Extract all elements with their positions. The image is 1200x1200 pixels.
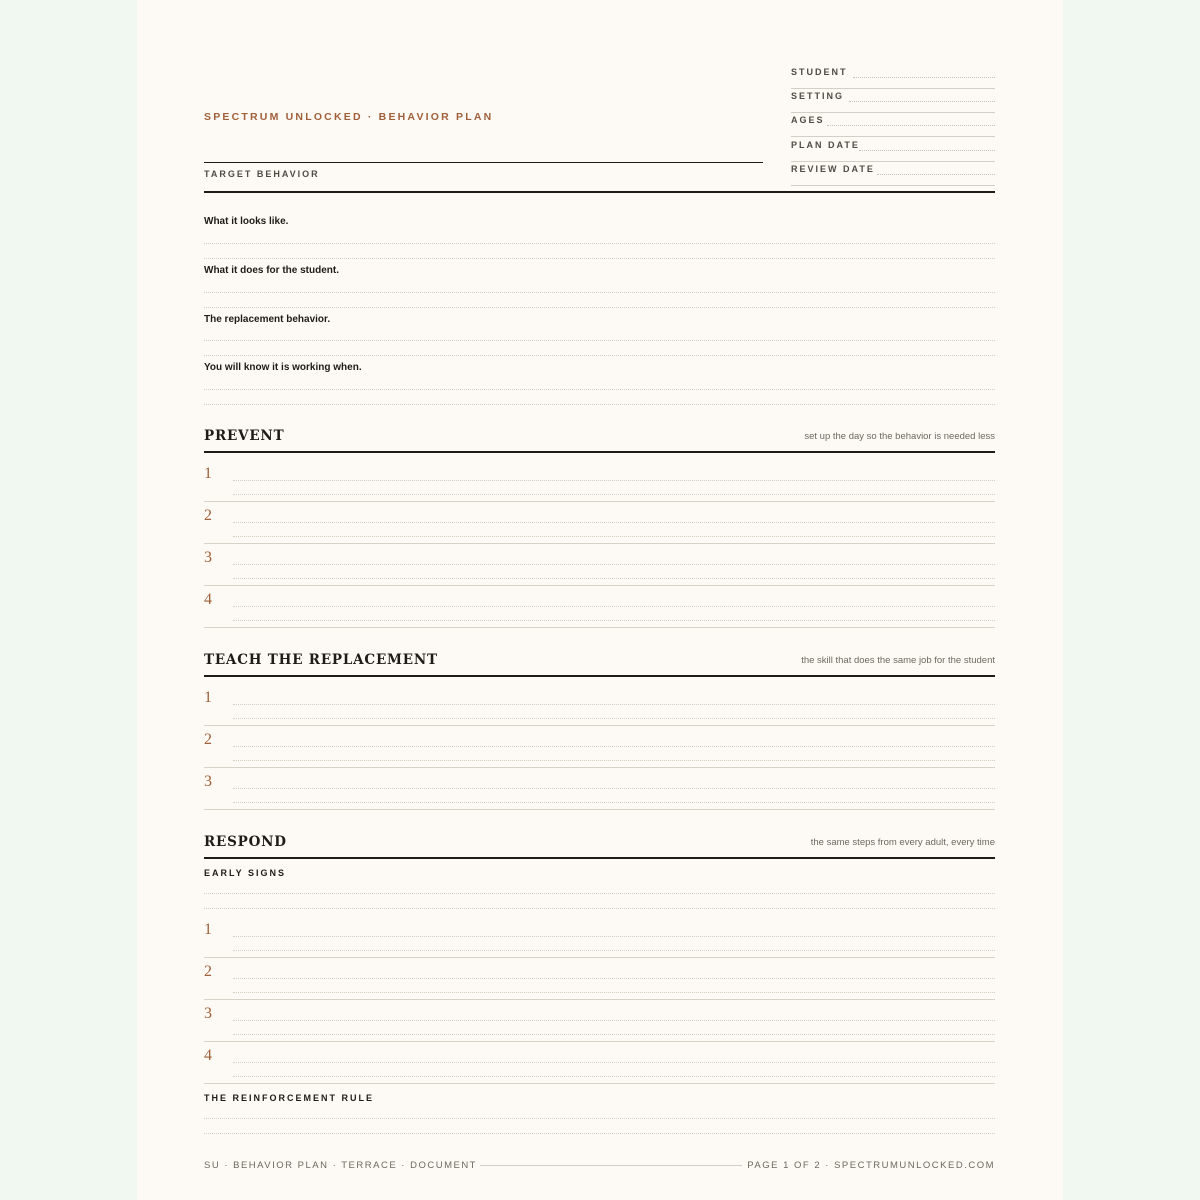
item-separator bbox=[204, 999, 995, 1000]
teach-item-line[interactable] bbox=[233, 760, 995, 761]
teach-item-number: 3 bbox=[204, 773, 212, 790]
answer-line[interactable] bbox=[204, 355, 995, 356]
respond-step-number: 4 bbox=[204, 1047, 212, 1064]
footer-right: PAGE 1 OF 2 · SPECTRUMUNLOCKED.COM bbox=[747, 1160, 995, 1171]
answer-line[interactable] bbox=[204, 340, 995, 341]
respond-step-line[interactable] bbox=[233, 1062, 995, 1063]
section-note-prevent: set up the day so the behavior is needed less bbox=[804, 431, 995, 442]
respond-step-line[interactable] bbox=[233, 978, 995, 979]
section-divider bbox=[204, 857, 995, 859]
document-page bbox=[137, 0, 1063, 1200]
prevent-item-line[interactable] bbox=[233, 494, 995, 495]
answer-line[interactable] bbox=[204, 893, 995, 894]
teach-item-line[interactable] bbox=[233, 802, 995, 803]
answer-line[interactable] bbox=[204, 908, 995, 909]
student-field[interactable] bbox=[791, 64, 995, 89]
answer-line[interactable] bbox=[204, 243, 995, 244]
answer-line[interactable] bbox=[204, 1133, 995, 1134]
item-separator bbox=[204, 543, 995, 544]
teach-item-number: 2 bbox=[204, 731, 212, 748]
prevent-item-line[interactable] bbox=[233, 480, 995, 481]
prompt-working-when: You will know it is working when. bbox=[204, 362, 362, 373]
item-separator bbox=[204, 627, 995, 628]
prevent-item-number: 4 bbox=[204, 591, 212, 608]
prevent-item-number: 3 bbox=[204, 549, 212, 566]
ages-label: AGES bbox=[791, 115, 825, 125]
prevent-item-line[interactable] bbox=[233, 578, 995, 579]
answer-line[interactable] bbox=[204, 404, 995, 405]
footer-divider bbox=[480, 1165, 742, 1166]
respond-step-line[interactable] bbox=[233, 936, 995, 937]
section-title-teach: TEACH THE REPLACEMENT bbox=[204, 652, 438, 668]
item-separator bbox=[204, 809, 995, 810]
teach-item-line[interactable] bbox=[233, 718, 995, 719]
target-behavior-label: TARGET BEHAVIOR bbox=[204, 169, 320, 179]
answer-line[interactable] bbox=[204, 292, 995, 293]
teach-item-number: 1 bbox=[204, 689, 212, 706]
ages-entry-line[interactable] bbox=[827, 125, 995, 126]
student-label: STUDENT bbox=[791, 67, 848, 77]
target-behavior-line[interactable] bbox=[204, 162, 763, 163]
section-divider bbox=[204, 451, 995, 453]
plan-date-label: PLAN DATE bbox=[791, 140, 860, 150]
respond-step-number: 1 bbox=[204, 921, 212, 938]
section-title-prevent: PREVENT bbox=[204, 428, 285, 444]
section-title-respond: RESPOND bbox=[204, 834, 287, 850]
brand-title: SPECTRUM UNLOCKED · BEHAVIOR PLAN bbox=[204, 111, 494, 123]
prompt-function: What it does for the student. bbox=[204, 265, 339, 276]
answer-line[interactable] bbox=[204, 1118, 995, 1119]
respond-step-line[interactable] bbox=[233, 950, 995, 951]
answer-line[interactable] bbox=[204, 307, 995, 308]
respond-step-number: 2 bbox=[204, 963, 212, 980]
prevent-item-number: 1 bbox=[204, 465, 212, 482]
prompt-replacement: The replacement behavior. bbox=[204, 314, 331, 325]
plan-date-field[interactable] bbox=[791, 137, 995, 162]
setting-field[interactable] bbox=[791, 88, 995, 113]
header-divider bbox=[204, 191, 995, 193]
item-separator bbox=[204, 501, 995, 502]
respond-step-line[interactable] bbox=[233, 1034, 995, 1035]
section-divider bbox=[204, 675, 995, 677]
teach-item-line[interactable] bbox=[233, 746, 995, 747]
item-separator bbox=[204, 1083, 995, 1084]
review-date-field[interactable] bbox=[791, 161, 995, 186]
prevent-item-number: 2 bbox=[204, 507, 212, 524]
item-separator bbox=[204, 585, 995, 586]
prevent-item-line[interactable] bbox=[233, 522, 995, 523]
footer-left: SU · BEHAVIOR PLAN · TERRACE · DOCUMENT bbox=[204, 1160, 477, 1171]
item-separator bbox=[204, 957, 995, 958]
respond-step-line[interactable] bbox=[233, 1020, 995, 1021]
student-entry-line[interactable] bbox=[853, 77, 995, 78]
item-separator bbox=[204, 725, 995, 726]
section-note-teach: the skill that does the same job for the student bbox=[801, 655, 995, 666]
setting-label: SETTING bbox=[791, 91, 845, 101]
prevent-item-line[interactable] bbox=[233, 620, 995, 621]
item-separator bbox=[204, 767, 995, 768]
answer-line[interactable] bbox=[204, 258, 995, 259]
section-note-respond: the same steps from every adult, every time bbox=[810, 837, 995, 848]
teach-item-line[interactable] bbox=[233, 704, 995, 705]
prevent-item-line[interactable] bbox=[233, 536, 995, 537]
plan-date-entry-line[interactable] bbox=[859, 150, 995, 151]
respond-step-number: 3 bbox=[204, 1005, 212, 1022]
teach-item-line[interactable] bbox=[233, 788, 995, 789]
respond-step-line[interactable] bbox=[233, 1076, 995, 1077]
early-signs-label: EARLY SIGNS bbox=[204, 868, 287, 878]
prevent-item-line[interactable] bbox=[233, 606, 995, 607]
setting-entry-line[interactable] bbox=[849, 101, 995, 102]
review-date-label: REVIEW DATE bbox=[791, 164, 875, 174]
prompt-looks-like: What it looks like. bbox=[204, 216, 289, 227]
prevent-item-line[interactable] bbox=[233, 564, 995, 565]
respond-step-line[interactable] bbox=[233, 992, 995, 993]
reinforcement-rule-label: THE REINFORCEMENT RULE bbox=[204, 1093, 374, 1103]
answer-line[interactable] bbox=[204, 389, 995, 390]
item-separator bbox=[204, 1041, 995, 1042]
ages-field[interactable] bbox=[791, 112, 995, 137]
review-date-entry-line[interactable] bbox=[877, 174, 995, 175]
